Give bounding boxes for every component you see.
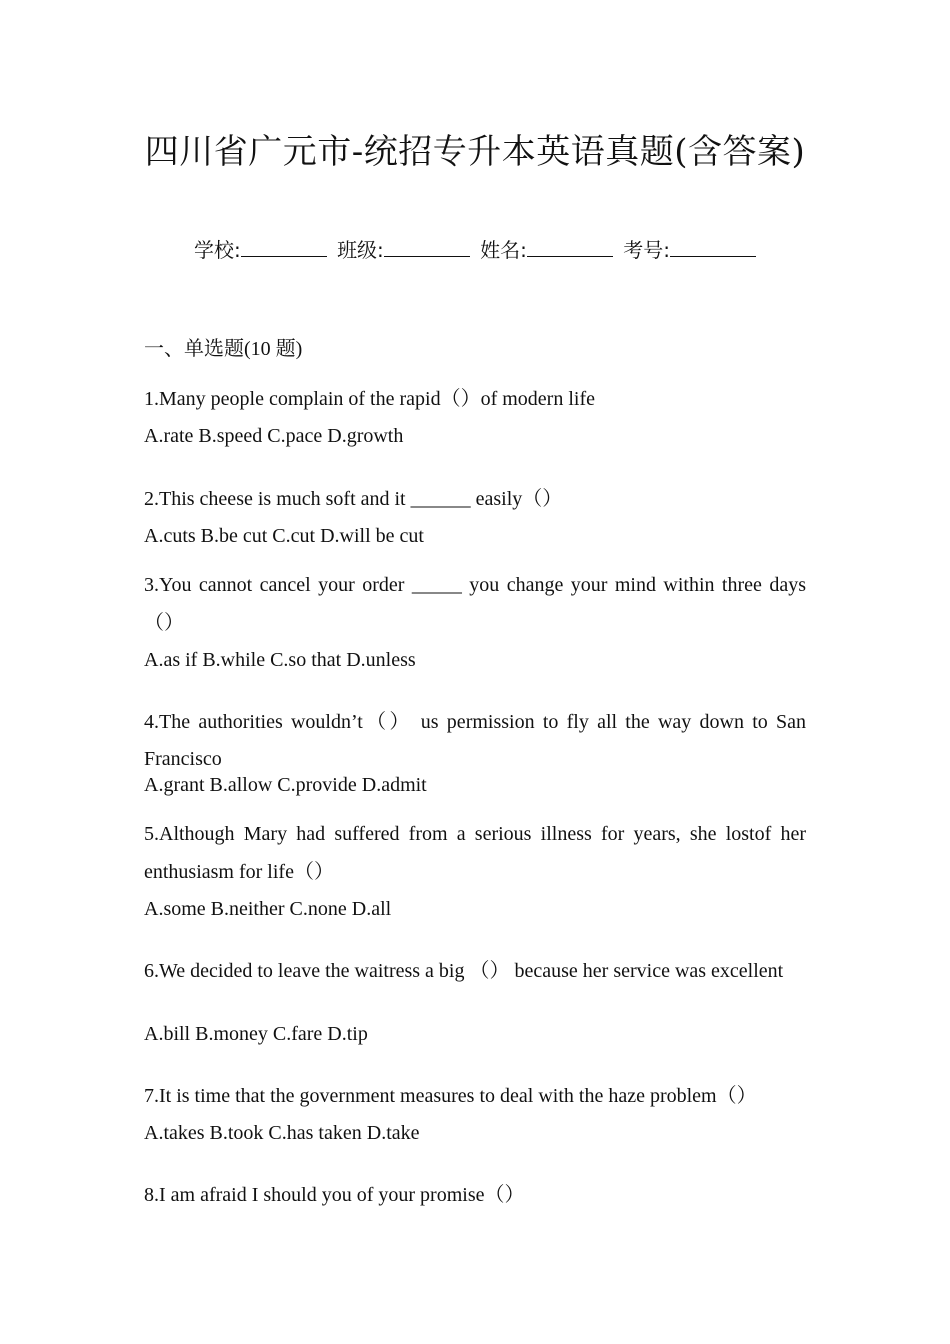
name-blank[interactable] [527, 238, 613, 257]
section-heading: 一、单选题(10 题) [144, 338, 303, 360]
school-blank[interactable] [241, 238, 327, 257]
info-field-exam-number [623, 238, 756, 262]
question-2-options: A.cuts B.be cut C.cut D.will be cut [144, 525, 424, 547]
question-4-options: A.grant B.allow C.provide D.admit [144, 774, 427, 796]
question-7-stem: 7.It is time that the government measures to deal with the haze problem（） [144, 1085, 757, 1107]
info-label-name: 姓名: [480, 238, 527, 262]
info-field-class [337, 238, 470, 262]
info-field-name [480, 238, 613, 262]
question-8-stem: 8.I am afraid I should you of your promise（） [144, 1184, 525, 1206]
question-5-options: A.some B.neither C.none D.all [144, 898, 392, 920]
question-2-stem: 2.This cheese is much soft and it ______ easily（） [144, 488, 563, 510]
question-7-options: A.takes B.took C.has taken D.take [144, 1122, 420, 1144]
class-blank[interactable] [384, 238, 470, 257]
question-5-stem: 5.Although Mary had suffered from a serious illness for years, she lostof her enthusiasm for life（） [144, 823, 806, 883]
info-label-class: 班级: [337, 238, 384, 262]
exam-number-blank[interactable] [670, 238, 756, 257]
question-1-stem: 1.Many people complain of the rapid（）of modern life [144, 388, 595, 410]
question-6-options: A.bill B.money C.fare D.tip [144, 1023, 368, 1045]
info-label-exam-number: 考号: [623, 238, 671, 262]
info-label-school: 学校: [193, 238, 241, 262]
question-3-stem: 3.You cannot cancel your order _____ you change your mind within three days（） [144, 574, 806, 634]
question-3-options: A.as if B.while C.so that D.unless [144, 649, 416, 671]
question-1-options: A.rate B.speed C.pace D.growth [144, 425, 404, 447]
question-4-stem: 4.The authorities wouldn’t（） us permission to fly all the way down to San Francisco [144, 711, 806, 770]
info-field-school [194, 238, 327, 262]
page-title: 四川省广元市-统招专升本英语真题(含答案) [144, 132, 806, 172]
student-info-line [100, 236, 850, 264]
question-6-stem: 6.We decided to leave the waitress a big （） because her service was excellent [144, 960, 784, 982]
